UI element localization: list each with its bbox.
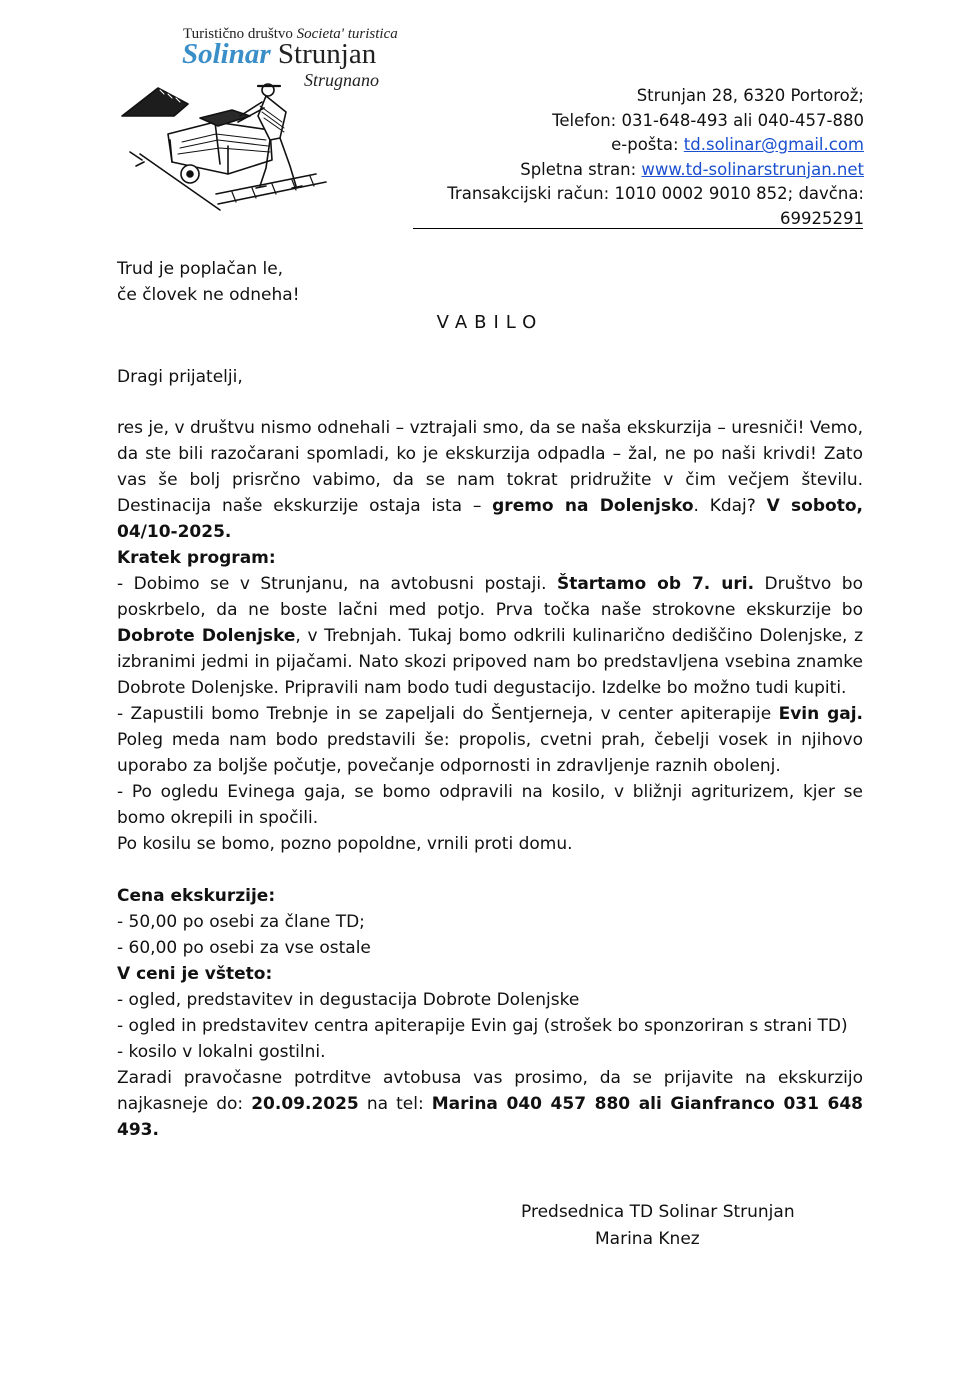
program-item-3: - Po ogledu Evinega gaja, se bomo odpravili na kosilo, v bližnji agriturizem, kjer se bomo okrepili in spočili. [117, 782, 863, 828]
intro-text-1: res je, v društvu nismo odnehali – vztrajali smo, da se naša ekskurzija – uresniči! Vemo, da ste bili razočarani spomladi, ko je ekskurzija odpadla – žal, ne po naši krivdi! Zato vas še bolj prisrčno vabimo, da se nam tokrat pridružite v čim večjem številu. Destinacija naše ekskurzije ostaja ista – [117, 418, 863, 516]
included-item-1: - ogled, predstavitev in degustacija Dobrote Dolenjske [117, 990, 580, 1010]
destination: gremo na Dolenjsko [492, 496, 694, 516]
program-2-text-1: - Zapustili bomo Trebnje in se zapeljali do Šentjerneja, v center apiterapije [117, 704, 779, 724]
first-stop: Dobrote Dolenjske [117, 626, 296, 646]
salt-worker-logo-icon [120, 82, 330, 217]
motto [117, 256, 300, 308]
tax-number: 69925291 [780, 208, 864, 228]
price-members: - 50,00 po osebi za člane TD; [117, 912, 365, 932]
program-1-text-3: , v Trebnjah. Tukaj bomo odkrili kulinarično dediščino Dolenjske, z izbranimi jedmi in pijačami. Nato skozi pripoved nam bo predstavljena vsebina znamke Dobrote Dolenjske. Pripravili nam bodo tudi degustacijo. Izdelke bo možno tudi kupiti. [117, 626, 864, 698]
included-heading [117, 961, 863, 987]
website-label: Spletna stran: [520, 159, 642, 179]
header-divider [413, 228, 863, 229]
intro-paragraph [117, 415, 863, 545]
account-line: Transakcijski račun: 1010 0002 9010 852; davčna: [447, 184, 864, 203]
departure-time: Štartamo ob 7. uri. [556, 574, 755, 594]
greeting: Dragi prijatelji, [117, 367, 243, 387]
included-heading-text: V ceni je všteto: [117, 964, 273, 984]
trip-date: V soboto, 04/10-2025. [117, 496, 863, 542]
program-heading [117, 545, 863, 571]
email-line [404, 133, 864, 158]
logo-society-italian: Societa' turistica [296, 26, 398, 42]
program-1-text-2: Društvo bo poskrbelo, da ne boste lačni med potjo. Prva točka naše strokovne ekskurzije bo [117, 574, 863, 620]
letter-body [117, 415, 863, 1143]
motto-line-1: Trud je poplačan le, [117, 259, 284, 279]
program-item-2 [117, 701, 863, 779]
intro-text-2: . Kdaj? [693, 496, 767, 516]
logo-name-blue: Solinar [182, 38, 271, 70]
email-link[interactable]: td.solinar@gmail.com [683, 135, 864, 154]
email-label: e-pošta: [611, 135, 684, 154]
program-1-text-1: - Dobimo se v Strunjanu, na avtobusni postaji. [117, 574, 557, 594]
registration-text-2: na tel: [358, 1094, 432, 1114]
motto-line-2: če človek ne odneha! [117, 285, 300, 305]
included-item-2: - ogled in predstavitev centra apiterapije Evin gaj (strošek bo sponzoriran s strani TD) [117, 1016, 848, 1036]
logo-title [182, 38, 376, 71]
document-title: VABILO [436, 312, 544, 333]
price-heading [117, 883, 863, 909]
registration-contacts: Marina 040 457 880 ali Gianfranco 031 648 493. [117, 1094, 863, 1140]
logo-society-slovene: Turistično društvo [183, 26, 293, 42]
registration-paragraph [117, 1065, 863, 1143]
website-link[interactable]: www.td-solinarstrunjan.net [641, 159, 864, 179]
phone: Telefon: 031-648-493 ali 040-457-880 [552, 110, 864, 130]
program-2-text-2: Poleg meda nam bodo predstavili še: propolis, cvetni prah, čebelji vosek in njihovo uporabo za boljše počutje, povečanje odpornosti in zdravljenje raznih obolenj. [117, 730, 863, 776]
program-item-1 [117, 571, 863, 701]
price-heading-text: Cena ekskurzije: [117, 886, 276, 906]
price-others: - 60,00 po osebi za vse ostale [117, 938, 371, 958]
signature-role: Predsednica TD Solinar Strunjan [521, 1202, 795, 1222]
second-stop: Evin gaj. [778, 704, 864, 724]
address: Strunjan 28, 6320 Portorož; [636, 86, 864, 105]
signature-name: Marina Knez [595, 1229, 700, 1249]
contact-block [404, 84, 864, 231]
registration-deadline: 20.09.2025 [251, 1094, 359, 1114]
program-heading-text: Kratek program: [117, 548, 276, 568]
included-item-3: - kosilo v lokalni gostilni. [117, 1042, 326, 1062]
program-item-4: Po kosilu se bomo, pozno popoldne, vrnili proti domu. [117, 834, 573, 854]
registration-text-1: Zaradi pravočasne potrditve avtobusa vas prosimo, da se prijavite na ekskurzijo najkasneje do: [117, 1068, 863, 1114]
spacer [117, 857, 863, 883]
website-line [404, 158, 864, 183]
logo-name-black: Strunjan [277, 38, 377, 70]
logo-subtitle: Strugnano [304, 70, 380, 90]
